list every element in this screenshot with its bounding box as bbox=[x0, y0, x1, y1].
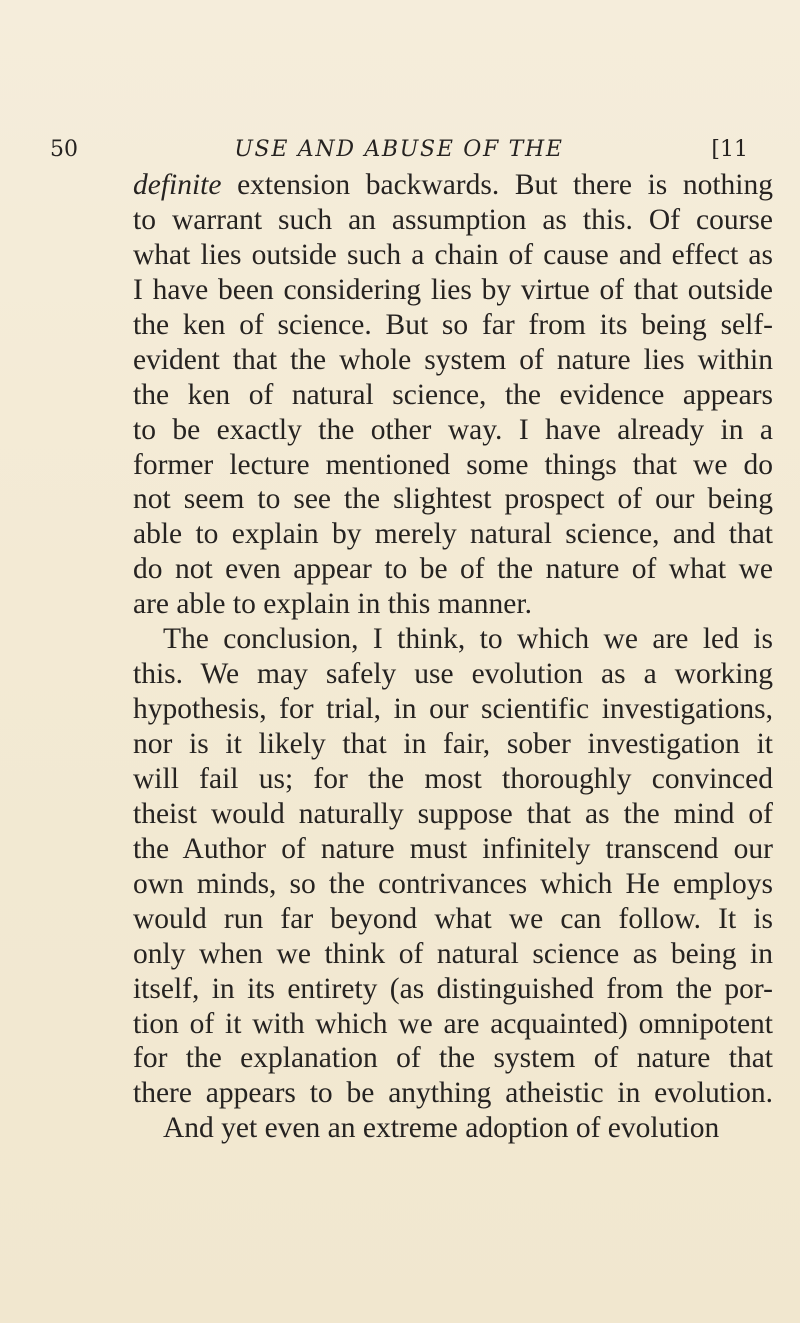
section-mark: [11 bbox=[711, 137, 748, 162]
text-line: do not even appear to be of the nature of what we bbox=[133, 553, 773, 586]
page-number: 50 bbox=[50, 137, 78, 162]
text-line: itself, in its entirety (as distinguished from the por- bbox=[133, 972, 773, 1005]
text-line: the ken of natural science, the evidence appears bbox=[133, 378, 773, 411]
text-line: former lecture mentioned some things that we do bbox=[133, 448, 773, 481]
italic-word: definite bbox=[133, 169, 222, 201]
text-line: not seem to see the slightest prospect of our being bbox=[133, 483, 773, 516]
text-line: only when we think of natural science as being in bbox=[133, 937, 773, 970]
text-line: to warrant such an assumption as this. Of course bbox=[133, 203, 773, 236]
text-line: tion of it with which we are acquainted) omnipotent bbox=[133, 1007, 773, 1040]
text-line: will fail us; for the most thoroughly convinced bbox=[133, 762, 773, 795]
text-line: would run far beyond what we can follow. It is bbox=[133, 902, 773, 935]
text-line: for the explanation of the system of nature that bbox=[133, 1042, 773, 1075]
text-line: are able to explain in this manner. bbox=[133, 588, 532, 621]
body-text bbox=[133, 168, 773, 1146]
text-line: what lies outside such a chain of cause and effect as bbox=[133, 238, 773, 271]
text-line bbox=[133, 168, 773, 203]
text-line: nor is it likely that in fair, sober investigation it bbox=[133, 728, 773, 760]
text-line: theist would naturally suppose that as the mind of bbox=[133, 797, 773, 830]
text-line: I have been considering lies by virtue of that outside bbox=[133, 273, 773, 306]
text-line: to be exactly the other way. I have already in a bbox=[133, 413, 773, 446]
text-line: own minds, so the contrivances which He employs bbox=[133, 867, 773, 900]
text-line: this. We may safely use evolution as a working bbox=[133, 658, 773, 691]
text-line: And yet even an extreme adoption of evolution bbox=[163, 1112, 720, 1145]
line-text: extension backwards. But there is nothing bbox=[221, 169, 773, 201]
text-line: hypothesis, for trial, in our scientific investigations, bbox=[133, 693, 773, 726]
page-header bbox=[50, 130, 748, 170]
text-line: able to explain by merely natural science, and that bbox=[133, 518, 773, 551]
text-line: the ken of science. But so far from its being self- bbox=[133, 308, 773, 341]
text-line: there appears to be anything atheistic in evolution. bbox=[133, 1077, 773, 1110]
text-line: evident that the whole system of nature lies within bbox=[133, 343, 773, 376]
running-title: USE AND ABUSE OF THE bbox=[234, 137, 564, 162]
text-line: The conclusion, I think, to which we are led is bbox=[163, 623, 773, 656]
text-line: the Author of nature must infinitely transcend our bbox=[133, 832, 773, 865]
